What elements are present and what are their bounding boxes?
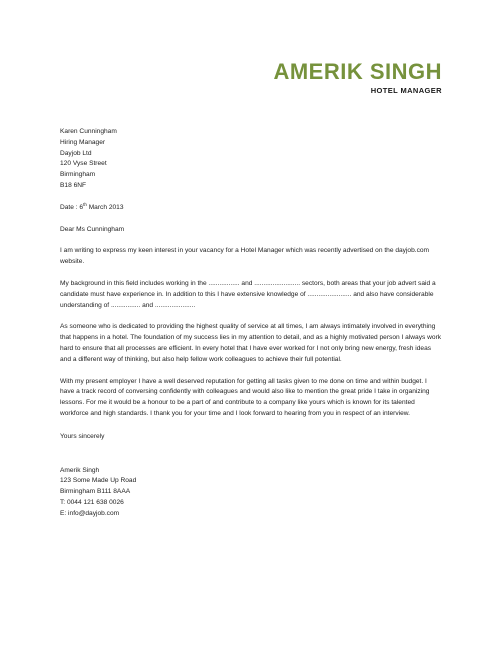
- sender-contact-line: Amerik Singh: [60, 466, 100, 474]
- paragraph-employer: With my present employer I have a well deserved reputation for getting all tasks given to me done on time and within budget. I have a track record of conversing confidently with colleagues and would also like to mention the great pride I take in organizing lessons. For me it would be a honour to be a part of and contribute to a company like yours which is known for its talented workforce and high standards. I thank you for your time and I look forward to hearing from you in respect of an interview.: [60, 377, 430, 417]
- salutation: Dear Ms Cunningham: [60, 225, 125, 233]
- sender-phone: T: 0044 121 638 0026: [60, 498, 124, 506]
- date-ordinal: th: [83, 201, 87, 207]
- sender-contact-line: Birmingham B111 8AAA: [60, 488, 131, 496]
- recipient-address-line: Hiring Manager: [60, 138, 106, 146]
- date-rest: March 2013: [86, 203, 124, 211]
- letter-date: [60, 203, 442, 214]
- sender-name-heading: AMERIK SINGH: [273, 59, 442, 84]
- sender-email: E: info@dayjob.com: [60, 509, 120, 517]
- recipient-address-line: Birmingham: [60, 171, 96, 179]
- paragraph-intro: I am writing to express my keen interest in your vacancy for a Hotel Manager which was recently advertised on the dayjob.com website.: [60, 247, 430, 266]
- letterhead: [273, 60, 442, 95]
- recipient-address-line: Dayjob Ltd: [60, 149, 92, 157]
- paragraph-background: My background in this field includes working in the ................. and ......................... sectors, both areas that your job advert said a candidate must have experience in. In addition to this I have extensive knowledge of ........................ and also have considerable understanding of ................ and ......................: [60, 279, 436, 309]
- sender-contact: [60, 466, 442, 520]
- recipient-address-line: Karen Cunningham: [60, 128, 117, 135]
- closing: Yours sincerely: [60, 432, 105, 440]
- job-title-heading: HOTEL MANAGER: [370, 86, 442, 95]
- letter-body: [60, 127, 442, 520]
- recipient-address-line: B18 6NF: [60, 181, 87, 189]
- date-prefix: Date : 6: [60, 203, 84, 211]
- recipient-address-line: 120 Vyse Street: [60, 160, 107, 168]
- recipient-address: [60, 127, 442, 192]
- paragraph-dedication: As someone who is dedicated to providing the highest quality of service at all times, I am always intimately involved in everything that happens in a hotel. The foundation of my success lies in my attention to detail, and as a highly motivated person I always work hard to ensure that all processes are efficient. In every hotel that I have ever worked for I not only bring new energy, fresh ideas and a different way of thinking, but also help fellow work colleagues to achieve their full potential.: [60, 323, 442, 363]
- sender-contact-line: 123 Some Made Up Road: [60, 477, 137, 485]
